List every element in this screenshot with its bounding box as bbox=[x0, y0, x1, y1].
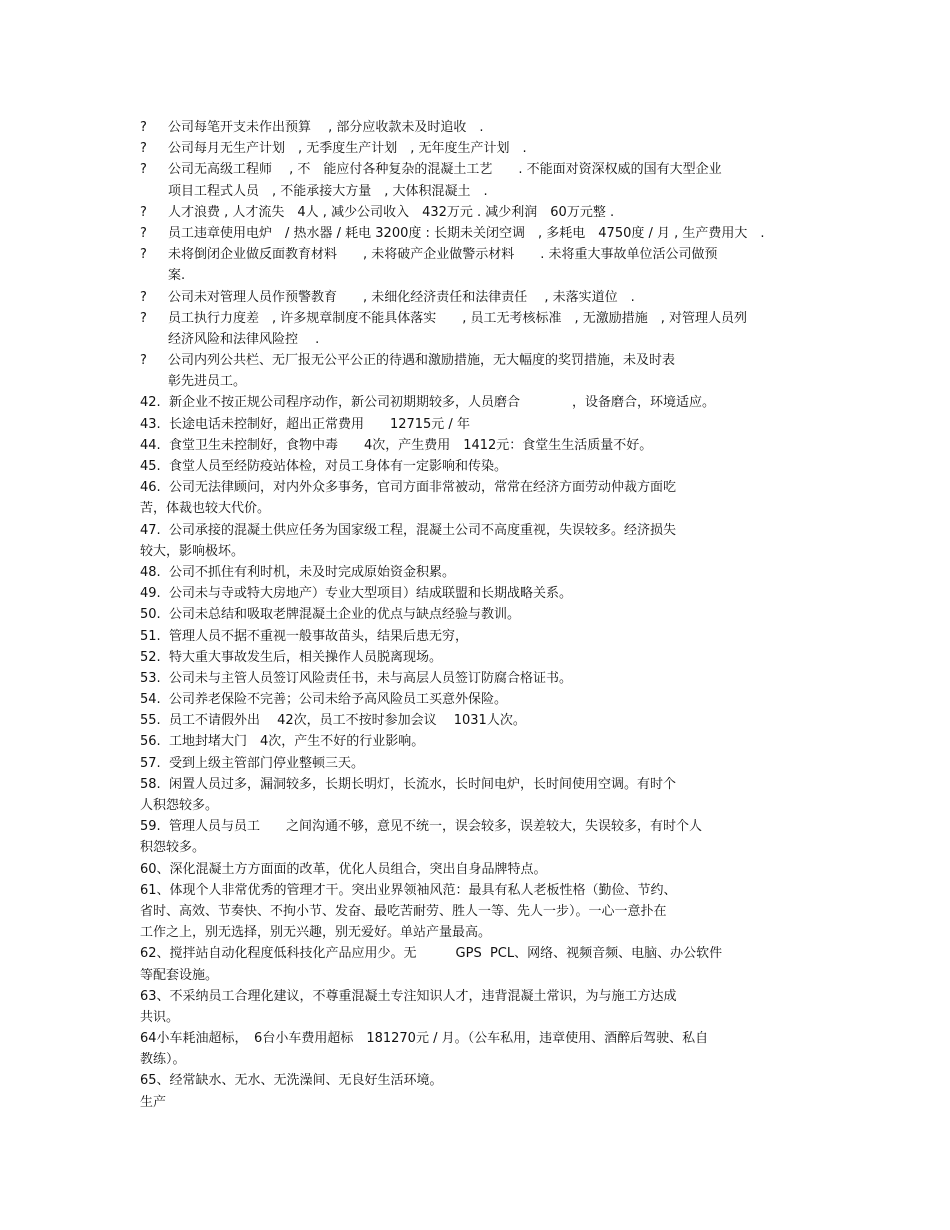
numbered-line: 生产 bbox=[140, 1094, 167, 1110]
bullet-text: 经济风险和法律风险控 . bbox=[168, 331, 320, 347]
bullet-item-continuation bbox=[140, 329, 820, 350]
numbered-line: 60、深化混凝土方方面面的改革，优化人员组合，突出自身品牌特点。 bbox=[140, 861, 547, 877]
bullet-item bbox=[140, 117, 820, 138]
bullet-marker: ? bbox=[140, 289, 147, 305]
bullet-marker: ? bbox=[140, 120, 147, 135]
numbered-line: 56. 工地封堵大门 4次，产生不好的行业影响。 bbox=[140, 734, 425, 750]
bullet-item bbox=[140, 308, 820, 329]
bullet-item bbox=[140, 244, 820, 265]
bullet-marker: ? bbox=[140, 247, 147, 263]
numbered-line: 省时、高效、节奏快、不拘小节、发奋、最吃苦耐劳、胜人一等、先人一步）。一心一意扑在 bbox=[140, 903, 667, 919]
numbered-line: 47. 公司承接的混凝土供应任务为国家级工程，混凝土公司不高度重视，失误较多。经济损失 bbox=[140, 522, 676, 538]
bullet-text: 公司每月无生产计划 , 无季度生产计划 , 无年度生产计划 . bbox=[168, 141, 527, 157]
numbered-line: 苦，体裁也较大代价。 bbox=[140, 501, 271, 517]
bullet-text: 公司内列公共栏、无厂报无公平公正的待遇和激励措施，无大幅度的奖罚措施，未及时表 bbox=[168, 353, 676, 369]
numbered-line: 55. 员工不请假外出 42次，员工不按时参加会议 1031人次。 bbox=[140, 713, 526, 729]
bullet-text: 公司无高级工程师 , 不 能应付各种复杂的混凝土工艺 . 不能面对资深权威的国有大型企业 bbox=[168, 162, 722, 178]
bullet-text: 员工违章使用电炉 / 热水器 / 耗电 3200度 : 长期未关闭空调 , 多耗电 4750度 / 月 , 生产费用大 . bbox=[168, 225, 765, 241]
document-body bbox=[140, 117, 820, 1113]
numbered-line: 等配套设施。 bbox=[140, 967, 219, 983]
numbered-line: 44. 食堂卫生未控制好，食物中毒 4次，产生费用 1412元：食堂生生活质量不好。 bbox=[140, 437, 653, 453]
numbered-line: 54. 公司养老保险不完善；公司未给予高风险员工买意外保险。 bbox=[140, 692, 507, 708]
bullet-item-continuation bbox=[140, 181, 820, 202]
bullet-text: 公司每笔开支未作出预算 , 部分应收款未及时追收 . bbox=[168, 120, 484, 135]
numbered-line: 51. 管理人员不据不重视一般事故苗头，结果后患无穷， bbox=[140, 628, 468, 644]
bullet-text: 员工执行力度差 , 许多规章制度不能具体落实 , 员工无考核标准 , 无激励措施 , 对管理人员列 bbox=[168, 310, 748, 326]
numbered-line: 教练）。 bbox=[140, 1052, 186, 1068]
bullet-marker: ? bbox=[140, 225, 147, 241]
bullet-marker: ? bbox=[140, 141, 147, 157]
bullet-item-continuation bbox=[140, 371, 820, 392]
bullet-text: 彰先进员工。 bbox=[168, 374, 247, 390]
numbered-line: 58. 闲置人员过多，漏洞较多，长期长明灯，长流水，长时间电炉，长时间使用空调。有时个 bbox=[140, 776, 676, 792]
numbered-line: 52. 特大重大事故发生后，相关操作人员脱离现场。 bbox=[140, 649, 442, 665]
bullet-text: 未将倒闭企业做反面教育材料 , 未将破产企业做警示材料 . 未将重大事故单位活公司做预 bbox=[168, 247, 718, 263]
bullet-marker: ? bbox=[140, 162, 147, 178]
bullet-text: 案. bbox=[168, 268, 186, 284]
bullet-item bbox=[140, 223, 820, 244]
bullet-item-continuation bbox=[140, 265, 820, 286]
bullet-text: 人才浪费 , 人才流失 4人 , 减少公司收入 432万元 . 减少利润 60万元整 . bbox=[168, 204, 615, 220]
numbered-line: 积怨较多。 bbox=[140, 840, 206, 856]
bullet-item bbox=[140, 138, 820, 159]
numbered-line: 63、不采纳员工合理化建议，不尊重混凝土专注知识人才，违背混凝土常识，为与施工方达成 bbox=[140, 988, 677, 1004]
bullet-marker: ? bbox=[140, 204, 147, 220]
bullet-text: 公司未对管理人员作预警教育 , 未细化经济责任和法律责任 , 未落实道位 . bbox=[168, 289, 635, 305]
numbered-line: 53. 公司未与主管人员签订风险责任书，未与高层人员签订防腐合格证书。 bbox=[140, 670, 572, 686]
numbered-line: 48. 公司不抓住有利时机，未及时完成原始资金积累。 bbox=[140, 564, 455, 580]
bullet-marker: ? bbox=[140, 310, 147, 326]
numbered-line: 43. 长途电话未控制好，超出正常费用 12715元 / 年 bbox=[140, 416, 470, 432]
numbered-line: 较大，影响极坏。 bbox=[140, 543, 245, 559]
numbered-line: 49. 公司未与寺或特大房地产）专业大型项目）结成联盟和长期战略关系。 bbox=[140, 586, 572, 602]
numbered-line: 57. 受到上级主管部门停业整顿三天。 bbox=[140, 755, 364, 771]
bullet-text: 项目工程式人员 , 不能承接大方量 , 大体积混凝土 . bbox=[168, 183, 488, 199]
numbered-line: 59. 管理人员与员工 之间沟通不够，意见不统一，误会较多，误差较大，失误较多，有时个人 bbox=[140, 819, 702, 835]
bullet-item bbox=[140, 202, 820, 223]
numbered-line: 61、体现个人非常优秀的管理才干。突出业界领袖风范：最具有私人老板性格（勤俭、节约、 bbox=[140, 882, 677, 898]
numbered-line: 45. 食堂人员至经防疫站体检，对员工身体有一定影响和传染。 bbox=[140, 459, 507, 474]
numbered-line: 64小车耗油超标， 6台小车费用超标 181270元 / 月。（公车私用，违章使用、酒醉后驾驶、私自 bbox=[140, 1031, 709, 1047]
bullet-item bbox=[140, 159, 820, 180]
bullet-marker: ? bbox=[140, 353, 147, 369]
numbered-line: 50. 公司未总结和吸取老牌混凝土企业的优点与缺点经验与教训。 bbox=[140, 607, 520, 623]
bullet-item bbox=[140, 350, 820, 371]
numbered-line: 42. 新企业不按正规公司程序动作，新公司初期期较多，人员磨合 ，设备磨合，环境适应。 bbox=[140, 395, 715, 411]
numbered-line: 共识。 bbox=[140, 1009, 180, 1025]
bullet-item bbox=[140, 287, 820, 308]
numbered-line: 工作之上，别无选择，别无兴趣，别无爱好。单站产量最高。 bbox=[140, 925, 492, 941]
numbered-line: 62、搅拌站自动化程度低科技化产品应用少。无 GPS PCL、网络、视频音频、电脑、办公软件 bbox=[140, 946, 723, 962]
numbered-line: 46. 公司无法律顾问，对内外众多事务，官司方面非常被动，常常在经济方面劳动仲裁方面吃 bbox=[140, 480, 676, 496]
numbered-line: 65、经常缺水、无水、无洗澡间、无良好生活环境。 bbox=[140, 1073, 443, 1089]
numbered-line: 人积怨较多。 bbox=[140, 798, 219, 813]
